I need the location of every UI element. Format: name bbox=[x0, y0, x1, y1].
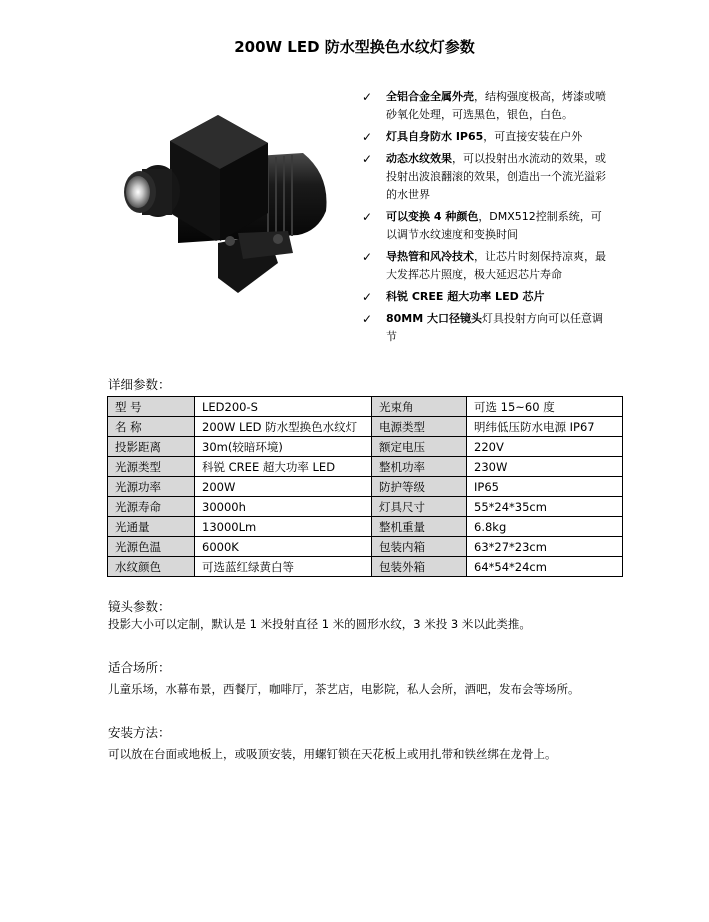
table-row bbox=[108, 497, 623, 517]
table-row bbox=[108, 517, 623, 537]
product-photo bbox=[118, 103, 350, 303]
spec-value: 63*27*23cm bbox=[467, 537, 623, 557]
spec-table bbox=[107, 396, 623, 577]
spec-label: 整机功率 bbox=[372, 457, 467, 477]
check-icon: ✓ bbox=[362, 130, 373, 144]
spec-value: 230W bbox=[467, 457, 623, 477]
lens-text: 投影大小可以定制，默认是 1 米投射直径 1 米的圆形水纹，3 米投 3 米以此类推。 bbox=[108, 617, 531, 631]
table-row bbox=[108, 417, 623, 437]
venues-text: 儿童乐场，水幕布景，西餐厅，咖啡厅，茶艺店，电影院，私人会所，酒吧，发布会等场所。 bbox=[108, 682, 580, 696]
check-icon: ✓ bbox=[362, 312, 373, 326]
spec-value: LED200-S bbox=[195, 397, 372, 417]
spec-value: 200W LED 防水型换色水纹灯 bbox=[195, 417, 372, 437]
spec-label: 光源类型 bbox=[108, 457, 195, 477]
spec-heading: 详细参数： bbox=[108, 377, 171, 392]
check-icon: ✓ bbox=[362, 290, 373, 304]
spec-label: 投影距离 bbox=[108, 437, 195, 457]
spec-label: 光源色温 bbox=[108, 537, 195, 557]
page-title: 200W LED 防水型换色水纹灯参数 bbox=[234, 38, 475, 56]
spec-value: 13000Lm bbox=[195, 517, 372, 537]
spec-label: 防护等级 bbox=[372, 477, 467, 497]
spec-value: 55*24*35cm bbox=[467, 497, 623, 517]
spec-label: 光源寿命 bbox=[108, 497, 195, 517]
spec-value: 6.8kg bbox=[467, 517, 623, 537]
check-icon: ✓ bbox=[362, 250, 373, 264]
feature-item: ✓ 灯具自身防水 IP65，可直接安装在户外 bbox=[362, 130, 583, 144]
spec-label: 光通量 bbox=[108, 517, 195, 537]
spec-label: 光源功率 bbox=[108, 477, 195, 497]
check-icon: ✓ bbox=[362, 210, 373, 224]
spec-label: 包装外箱 bbox=[372, 557, 467, 577]
spec-label: 整机重量 bbox=[372, 517, 467, 537]
spec-value: 可选 15~60 度 bbox=[467, 397, 623, 417]
spec-label: 灯具尺寸 bbox=[372, 497, 467, 517]
table-row bbox=[108, 437, 623, 457]
install-heading: 安装方法： bbox=[108, 725, 171, 740]
table-row bbox=[108, 477, 623, 497]
venues-heading: 适合场所： bbox=[108, 660, 171, 675]
table-row bbox=[108, 457, 623, 477]
spec-label: 型 号 bbox=[108, 397, 195, 417]
spec-value: IP65 bbox=[467, 477, 623, 497]
check-icon: ✓ bbox=[362, 152, 373, 166]
feature-item: ✓ 动态水纹效果，可以投射出水流动的效果，或投射出波浪翻滚的效果，创造出一个流光溢彩的水世界 bbox=[362, 152, 606, 201]
spec-label: 光束角 bbox=[372, 397, 467, 417]
table-row bbox=[108, 557, 623, 577]
spec-value: 200W bbox=[195, 477, 372, 497]
spec-value: 6000K bbox=[195, 537, 372, 557]
feature-item: ✓ 导热管和风冷技术，让芯片时刻保持凉爽，最大发挥芯片照度，极大延迟芯片寿命 bbox=[362, 250, 606, 281]
install-text: 可以放在台面或地板上，或吸顶安装，用螺钉锁在天花板上或用扎带和铁丝绑在龙骨上。 bbox=[108, 747, 557, 761]
feature-item: ✓ 80MM 大口径镜头灯具投射方向可以任意调节 bbox=[362, 312, 604, 343]
spec-value: 220V bbox=[467, 437, 623, 457]
check-icon: ✓ bbox=[362, 90, 373, 104]
spec-label: 包装内箱 bbox=[372, 537, 467, 557]
feature-item: ✓ 全铝合金全属外壳，结构强度极高，烤漆或喷砂氧化处理，可选黑色，银色，白色。 bbox=[362, 90, 606, 121]
table-row bbox=[108, 397, 623, 417]
feature-list bbox=[362, 88, 612, 350]
spec-label: 额定电压 bbox=[372, 437, 467, 457]
spec-label: 名 称 bbox=[108, 417, 195, 437]
spec-label: 电源类型 bbox=[372, 417, 467, 437]
lens-heading: 镜头参数： bbox=[108, 599, 171, 614]
spec-value: 30m(较暗环境) bbox=[195, 437, 372, 457]
spec-label: 水纹颜色 bbox=[108, 557, 195, 577]
spec-value: 科锐 CREE 超大功率 LED bbox=[195, 457, 372, 477]
spec-value: 可选蓝红绿黄白等 bbox=[195, 557, 372, 577]
feature-item: ✓ 可以变换 4 种颜色，DMX512控制系统，可以调节水纹速度和变换时间 bbox=[362, 210, 602, 241]
spec-value: 30000h bbox=[195, 497, 372, 517]
spec-value: 64*54*24cm bbox=[467, 557, 623, 577]
feature-item: ✓ 科锐 CREE 超大功率 LED 芯片 bbox=[362, 290, 545, 304]
table-row bbox=[108, 537, 623, 557]
spec-value: 明纬低压防水电源 IP67 bbox=[467, 417, 623, 437]
